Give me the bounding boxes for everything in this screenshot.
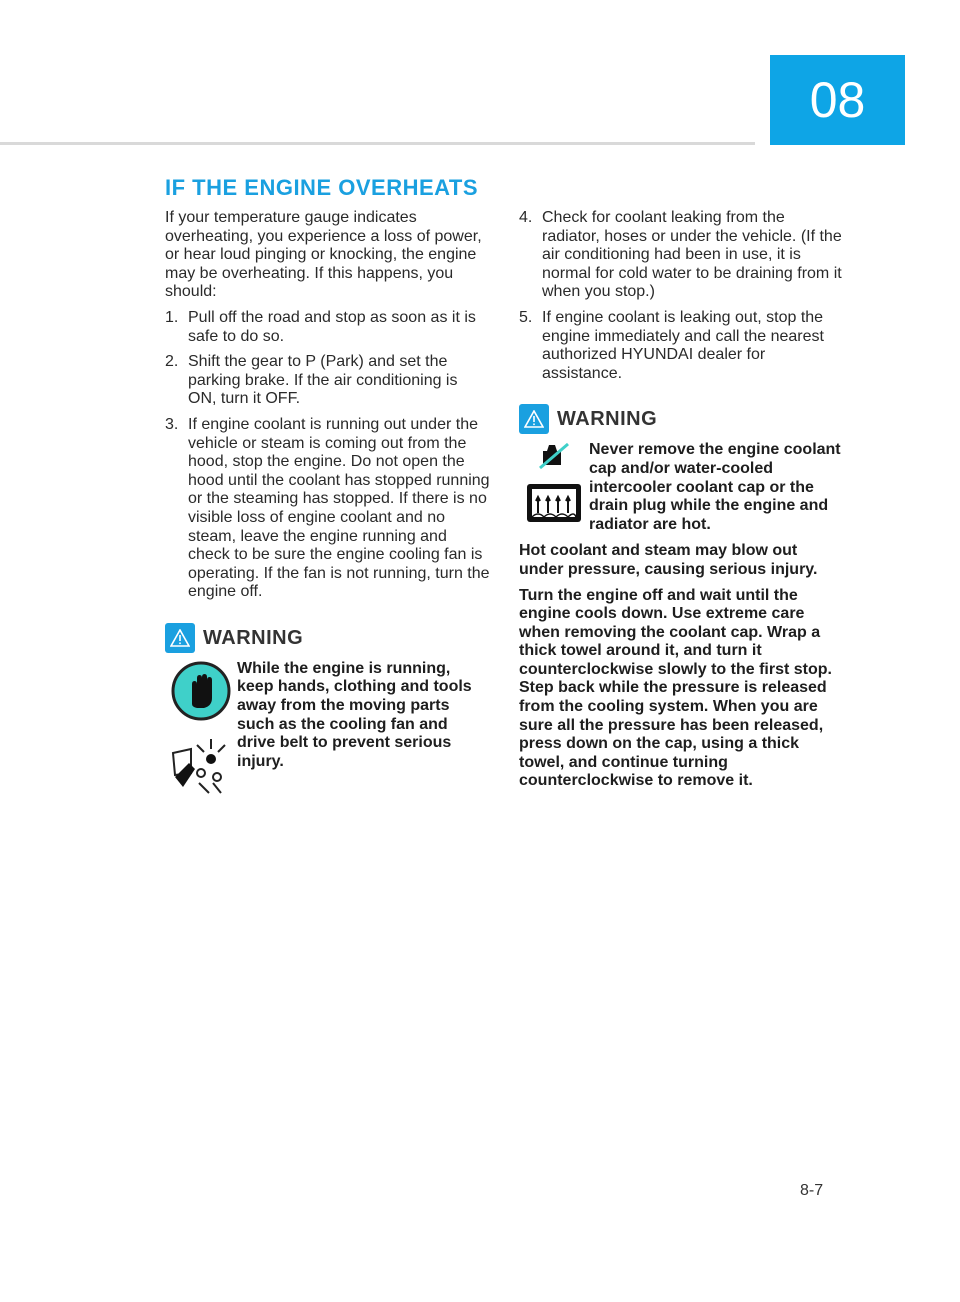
- steps-list: [165, 309, 490, 602]
- list-item: [519, 209, 844, 302]
- list-item: [165, 309, 490, 346]
- step-number: 2.: [165, 353, 179, 371]
- radiator-steam-icon: [524, 481, 584, 531]
- intro-paragraph: If your temperature gauge indicates overheating, you experience a loss of power, or hear loud pinging or knocking, the engine may be overheating. If this happens, you should:: [165, 209, 482, 301]
- list-item: [519, 309, 844, 383]
- warning-body: [165, 660, 490, 801]
- warning-box-fan: [165, 622, 490, 801]
- no-hot-cap-icon: [537, 441, 571, 477]
- step-number: 5.: [519, 308, 533, 326]
- warning-pictograms: [165, 660, 237, 801]
- warning-text: While the engine is running, keep hands, clothing and tools away from the moving parts such as the cooling fan and drive belt to prevent serious injury.: [237, 659, 472, 770]
- warning-triangle-icon: [165, 623, 195, 653]
- warning-title: WARNING: [557, 408, 658, 431]
- steps-list-continued: [519, 209, 844, 383]
- step-number: 1.: [165, 308, 179, 326]
- no-hand-icon: [170, 660, 232, 728]
- page-number: 8-7: [800, 1182, 824, 1199]
- header-rule: [0, 142, 755, 145]
- step-text: Shift the gear to P (Park) and set the parking brake. If the air conditioning is ON, turn it OFF.: [188, 353, 458, 408]
- step-number: 3.: [165, 415, 179, 433]
- warning-pictograms: [519, 441, 589, 534]
- step-text: If engine coolant is running out under the vehicle or steam is coming out from the hood, stop the engine. Do not open the hood until the coolant has stopped running or the steaming has stopped. If there is no visible loss of engine coolant and no steam, leave the engine running and check to be sure the engine cooling fan is operating. If the fan is not running, turn the engine off.: [188, 415, 490, 601]
- warning-header: [519, 403, 844, 435]
- warning-title: WARNING: [203, 626, 304, 649]
- fan-belt-hazard-icon: [169, 733, 233, 801]
- warning-header: [165, 622, 490, 654]
- warning-text: Never remove the engine coolant cap and/or water-cooled intercooler coolant cap or the drain plug while the engine and radiator are hot.: [589, 441, 841, 533]
- step-text: Check for coolant leaking from the radiator, hoses or under the vehicle. (If the air conditioning had been in use, it is normal for cold water to be draining from it when you stop.): [542, 209, 842, 301]
- chapter-tab: 08: [770, 55, 905, 145]
- warning-triangle-icon: [519, 404, 549, 434]
- list-item: [165, 416, 490, 602]
- warning-body: [519, 441, 844, 534]
- warning-paragraph: Turn the engine off and wait until the engine cools down. Use extreme care when removing the coolant cap. Wrap a thick towel around it, and turn it counterclockwise slowly to the first stop. Step back while the pressure is released from the cooling system. When you are sure all the pressure has been released, press down on the cap, using a thick towel, and continue turning counterclockwise to remove it.: [519, 586, 832, 790]
- left-column: [165, 209, 490, 801]
- step-number: 4.: [519, 209, 533, 226]
- step-text: If engine coolant is leaking out, stop the engine immediately and call the nearest authorized HYUNDAI dealer for assistance.: [542, 308, 824, 382]
- right-column: [519, 209, 844, 798]
- warning-box-coolant: [519, 403, 844, 791]
- section-title: IF THE ENGINE OVERHEATS: [165, 175, 479, 200]
- step-text: Pull off the road and stop as soon as it is safe to do so.: [188, 308, 476, 345]
- list-item: [165, 353, 490, 409]
- warning-paragraph: Hot coolant and steam may blow out under pressure, causing serious injury.: [519, 542, 818, 578]
